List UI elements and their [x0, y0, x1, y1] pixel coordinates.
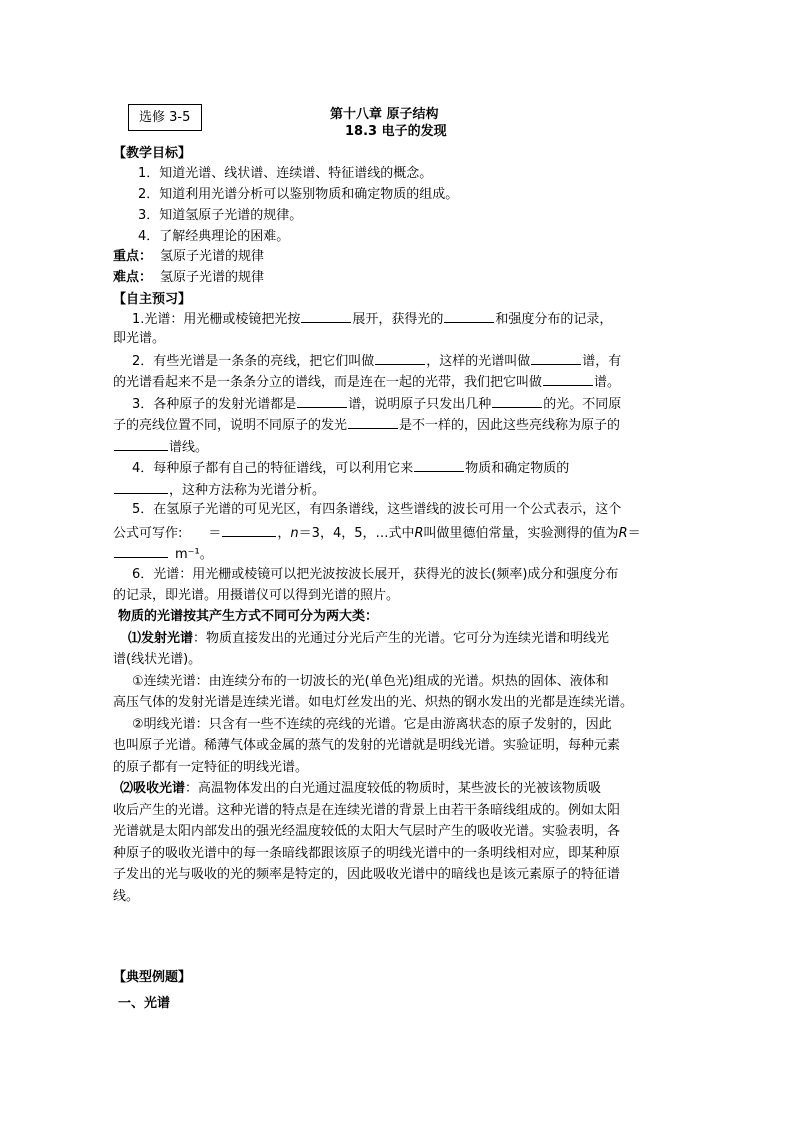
q5-var: R — [414, 526, 424, 541]
q1-line1 — [132, 310, 612, 328]
q5-text: ＝3，4，5，…式中 — [298, 526, 415, 541]
q3-text: 3．各种原子的发射光谱都是 — [132, 397, 297, 412]
q3-line2 — [113, 416, 620, 434]
q3-text: 谱线。 — [169, 440, 209, 455]
emission-line2: 谱(线状光谱)。 — [113, 652, 202, 667]
q4-blank[interactable] — [414, 459, 464, 472]
q1-blank[interactable] — [301, 310, 351, 323]
q3-blank[interactable] — [348, 416, 398, 429]
q5-line3 — [113, 545, 213, 563]
emission-text: ：物质直接发出的光通过分光后产生的光谱。它可分为连续光谱和明线光 — [193, 631, 610, 646]
q4-text: 物质和确定物质的 — [465, 461, 570, 476]
objective-item: 1．知道光谱、线状谱、连续谱、特征谱线的概念。 — [138, 166, 433, 181]
q2-blank[interactable] — [375, 352, 425, 365]
chapter-title: 第十八章 原子结构 — [330, 107, 439, 122]
q4-blank[interactable] — [114, 481, 168, 494]
objective-item: 4．了解经典理论的困难。 — [138, 229, 290, 244]
absorption-text: ：高温物体发出的白光通过温度较低的物质时，某些波长的光被该物质吸 — [185, 781, 602, 796]
q5-blank[interactable] — [222, 524, 276, 537]
objective-item: 2．知道利用光谱分析可以鉴别物质和确定物质的组成。 — [138, 187, 459, 202]
linespec-line2: 也叫原子光谱。稀薄气体或金属的蒸气的发射的光谱就是明线光谱。实验证明，每种元素 — [113, 738, 621, 753]
absorption-label: ⑵吸收光谱 — [120, 781, 186, 796]
linespec-line3: 的原子都有一定特征的明线光谱。 — [113, 760, 309, 775]
q3-line3 — [113, 438, 208, 456]
q2-line2 — [113, 373, 620, 391]
key-point — [113, 245, 264, 264]
examples-heading: 【典型例题】 — [113, 970, 192, 985]
q3-blank[interactable] — [297, 395, 347, 408]
q2-text: 的光谱看起来不是一条条分立的谱线，而是连在一起的光带，我们把它叫做 — [113, 375, 543, 390]
q4-text: 4．每种原子都有自己的特征谱线，可以利用它来 — [132, 461, 414, 476]
difficulty-label: 难点： — [113, 270, 153, 285]
q2-text: 2．有些光谱是一条条的亮线，把它们叫做 — [132, 354, 375, 369]
emission-line1 — [128, 631, 609, 647]
absorption-line1 — [120, 781, 601, 797]
q3-text: 谱，说明原子只发出几种 — [348, 397, 492, 412]
q5-text: ＝ — [208, 526, 222, 541]
q5-var: n — [290, 526, 299, 541]
q4-line1 — [132, 459, 569, 477]
q1-text: 展开，获得光的 — [352, 312, 444, 327]
q5-var: R — [618, 526, 628, 541]
difficulty-text: 氢原子光谱的规律 — [160, 270, 265, 285]
q1-line2: 即光谱。 — [113, 331, 166, 346]
linespec-text: 只含有一些不连续的亮线的光谱。它是由游离状态的原子发射的，因此 — [208, 717, 612, 732]
absorption-line3: 光谱就是太阳内部发出的强光经温度较低的太阳大气层时产生的吸收光谱。实验表明，各 — [113, 824, 621, 839]
q2-text: 谱，有 — [582, 354, 622, 369]
emission-label: ⑴发射光谱 — [128, 631, 194, 646]
key-text: 氢原子光谱的规律 — [160, 249, 265, 264]
q5-text: 公式可写作: — [113, 526, 183, 541]
absorption-line5: 子发出的光与吸收的光的频率是特定的，因此吸收光谱中的暗线也是该元素原子的特征谱 — [113, 867, 621, 882]
absorption-line6: 线。 — [113, 889, 140, 904]
objective-item: 3．知道氢原子光谱的规律。 — [138, 208, 303, 223]
q4-line2 — [113, 481, 325, 499]
key-label: 重点： — [113, 249, 153, 264]
preview-heading: 【自主预习】 — [113, 292, 192, 307]
q5-text: ， — [277, 526, 291, 541]
section-title: 18.3 电子的发现 — [345, 124, 447, 139]
objectives-heading: 【教学目标】 — [113, 146, 192, 161]
absorption-line4: 种原子的吸收光谱中的每一条暗线都跟该原子的明线光谱中的一条明线相对应，即某种原 — [113, 846, 621, 861]
q2-text: 谱。 — [594, 375, 621, 390]
q3-text: 的光。不同原 — [543, 397, 622, 412]
continuous-line1 — [132, 674, 609, 690]
q6-line1: 6．光谱：用光栅或棱镜可以把光波按波长展开，获得光的波长(频率)成分和强度分布 — [132, 567, 619, 582]
q1-text: 1.光谱：用光栅或棱镜把光按 — [132, 312, 301, 327]
course-label: 选修 3-5 — [139, 110, 191, 125]
difficulty-point — [113, 266, 264, 285]
q2-blank[interactable] — [543, 373, 593, 386]
q6-line2: 的记录，即光谱。用摄谱仪可以得到光谱的照片。 — [113, 588, 400, 603]
q5-blank[interactable] — [114, 545, 168, 558]
q3-blank[interactable] — [114, 438, 168, 451]
examples-subheading: 一、光谱 — [118, 996, 171, 1011]
q5-text: 叫做里德伯常量，实验测得的值为 — [423, 526, 619, 541]
q3-blank[interactable] — [492, 395, 542, 408]
q3-line1 — [132, 395, 621, 413]
q5-text: m⁻¹。 — [175, 547, 213, 562]
q5-line1: 5．在氢原子光谱的可见光区，有四条谱线，这些谱线的波长可用一个公式表示，这个 — [132, 502, 622, 517]
q5-text: ＝ — [627, 526, 641, 541]
q3-text: 是不一样的，因此这些亮线称为原子的 — [399, 418, 621, 433]
q5-line2 — [113, 524, 641, 542]
linespec-label: ②明线光谱： — [132, 717, 209, 732]
q2-blank[interactable] — [531, 352, 581, 365]
linespec-line1 — [132, 717, 612, 733]
q2-line1 — [132, 352, 621, 370]
q2-text: ，这样的光谱叫做 — [426, 354, 531, 369]
q3-text: 子的亮线位置不同，说明不同原子的发光 — [113, 418, 348, 433]
continuous-line2: 高压气体的发射光谱是连续光谱。如电灯丝发出的光、炽热的钢水发出的光都是连续光谱。 — [113, 695, 634, 710]
course-box — [128, 104, 202, 131]
continuous-text: 由连续分布的一切波长的光(单色光)组成的光谱。炽热的固体、液体和 — [208, 674, 609, 689]
q4-text: ，这种方法称为光谱分析。 — [169, 483, 326, 498]
absorption-line2: 收后产生的光谱。这种光谱的特点是在连续光谱的背景上由若干条暗线组成的。例如太阳 — [113, 803, 621, 818]
classification-heading: 物质的光谱按其产生方式不同可分为两大类： — [118, 609, 379, 624]
continuous-label: ①连续光谱： — [132, 674, 209, 689]
q1-blank[interactable] — [444, 310, 494, 323]
q1-text: 和强度分布的记录， — [495, 312, 613, 327]
